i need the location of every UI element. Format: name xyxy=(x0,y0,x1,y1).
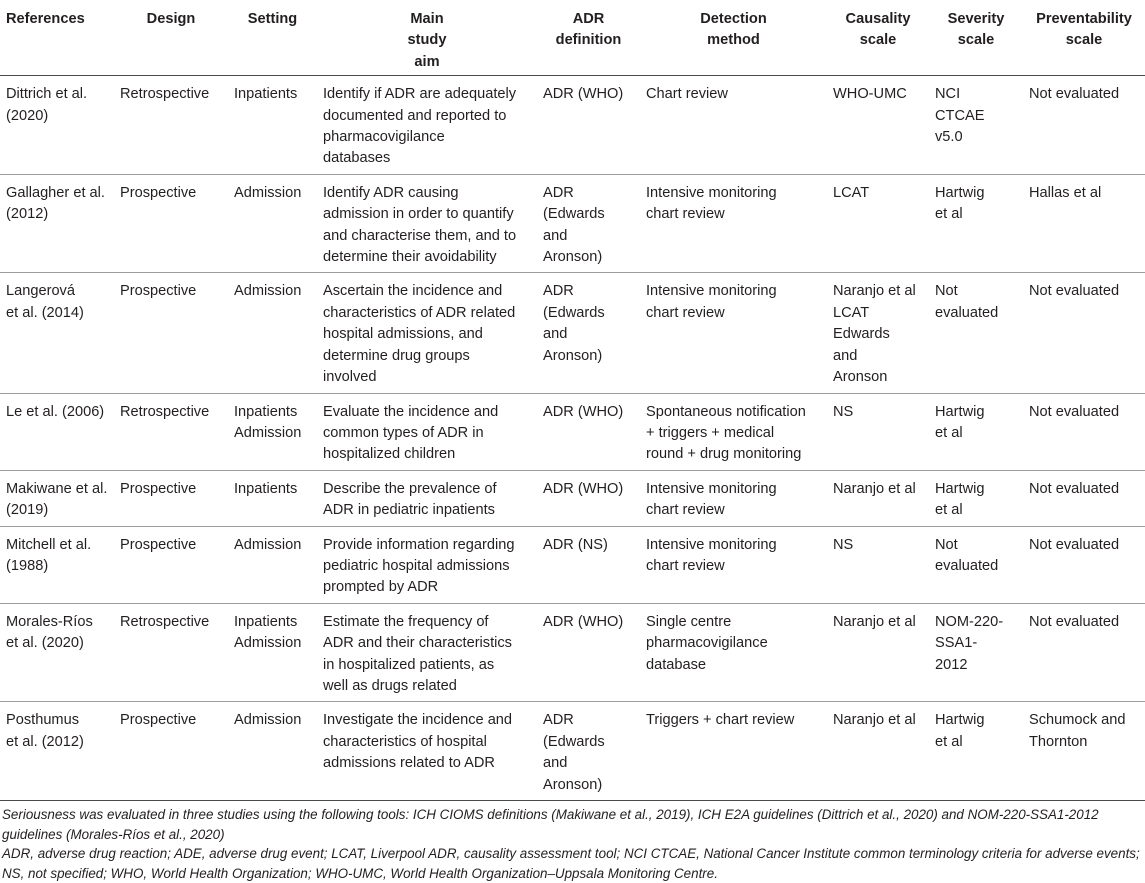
cell-reference xyxy=(0,470,114,526)
cell-setting xyxy=(228,76,317,175)
header-line: Setting xyxy=(247,11,298,27)
cell-line: Investigate the incidence and xyxy=(323,712,513,729)
cell-design xyxy=(114,273,228,393)
cell-line: Inpatients xyxy=(234,480,298,497)
cell-line: Identify if ADR are adequately xyxy=(323,86,517,103)
cell-line: Morales-Ríos xyxy=(6,613,93,630)
cell-line: Prospective xyxy=(120,184,197,201)
cell-line: Identify ADR causing xyxy=(323,184,459,201)
cell-line: hospitalized children xyxy=(323,446,456,463)
cell-adr-definition xyxy=(537,603,640,702)
cell-detection-method xyxy=(640,393,827,470)
cell-line: admissions related to ADR xyxy=(323,755,495,772)
cell-line: ADR in pediatric inpatients xyxy=(323,502,495,519)
cell-line: et al. (2014) xyxy=(6,304,84,321)
cell-line: Admission xyxy=(234,424,302,441)
cell-line: Langerová xyxy=(6,283,75,300)
cell-line: (Edwards xyxy=(543,304,605,321)
cell-main-study-aim xyxy=(317,702,537,801)
cell-line: et al xyxy=(935,733,963,750)
cell-line: pharmacovigilance xyxy=(323,129,445,146)
cell-line: + triggers + medical xyxy=(646,424,775,441)
cell-line: databases xyxy=(323,150,391,167)
cell-line: Prospective xyxy=(120,712,197,729)
cell-design xyxy=(114,76,228,175)
cell-line: well as drugs related xyxy=(323,677,457,694)
header-setting xyxy=(228,0,317,76)
cell-setting xyxy=(228,603,317,702)
cell-preventability-scale xyxy=(1023,702,1145,801)
cell-line: Not xyxy=(935,283,958,300)
cell-line: Single centre xyxy=(646,613,732,630)
table-row xyxy=(0,174,1145,273)
cell-main-study-aim xyxy=(317,273,537,393)
header-design xyxy=(114,0,228,76)
cell-causality-scale xyxy=(827,273,929,393)
cell-line: SSA1- xyxy=(935,635,978,652)
cell-line: Mitchell et al. xyxy=(6,536,92,553)
cell-line: Aronson) xyxy=(543,776,603,793)
header-line: aim xyxy=(414,53,440,70)
cell-setting xyxy=(228,174,317,273)
cell-line: Admission xyxy=(234,184,302,201)
cell-severity-scale xyxy=(929,526,1023,603)
cell-line: and xyxy=(833,347,858,364)
cell-main-study-aim xyxy=(317,603,537,702)
table-row xyxy=(0,603,1145,702)
cell-line: pediatric hospital admissions xyxy=(323,557,510,574)
cell-line: Admission xyxy=(234,712,302,729)
header-line: Preventability xyxy=(1036,11,1132,27)
table-row xyxy=(0,273,1145,393)
cell-line: NS xyxy=(833,403,854,420)
cell-reference xyxy=(0,702,114,801)
cell-design xyxy=(114,470,228,526)
cell-reference xyxy=(0,603,114,702)
cell-line: et al xyxy=(935,206,963,223)
cell-line: Inpatients xyxy=(234,86,298,103)
cell-detection-method xyxy=(640,526,827,603)
cell-setting xyxy=(228,393,317,470)
cell-line: et al. (2012) xyxy=(6,733,84,750)
header-line: scale xyxy=(1065,32,1103,49)
cell-line: Ascertain the incidence and xyxy=(323,283,503,300)
cell-line: characteristics of ADR related xyxy=(323,304,516,321)
cell-adr-definition xyxy=(537,526,640,603)
table-row xyxy=(0,470,1145,526)
cell-line: Hartwig xyxy=(935,480,985,497)
cell-causality-scale xyxy=(827,603,929,702)
cell-line: Schumock and xyxy=(1029,712,1126,729)
cell-line: Inpatients xyxy=(234,403,298,420)
header-line: scale xyxy=(957,32,995,49)
cell-design xyxy=(114,702,228,801)
cell-line: (2020) xyxy=(6,107,49,124)
cell-line: Thornton xyxy=(1029,733,1088,750)
cell-line: Admission xyxy=(234,536,302,553)
cell-line: Not evaluated xyxy=(1029,613,1120,630)
cell-main-study-aim xyxy=(317,526,537,603)
cell-line: LCAT xyxy=(833,184,870,201)
header-line: study xyxy=(407,32,447,49)
cell-line: chart review xyxy=(646,502,725,519)
cell-detection-method xyxy=(640,603,827,702)
cell-line: determine drug groups xyxy=(323,347,470,364)
cell-line: Makiwane et al. xyxy=(6,480,108,497)
cell-main-study-aim xyxy=(317,174,537,273)
header-line: Main xyxy=(410,11,444,27)
cell-line: Intensive monitoring xyxy=(646,480,777,497)
cell-line: Intensive monitoring xyxy=(646,536,777,553)
cell-line: Provide information regarding xyxy=(323,536,515,553)
cell-line: Intensive monitoring xyxy=(646,283,777,300)
header-adr-definition xyxy=(537,0,640,76)
cell-line: Hartwig xyxy=(935,712,985,729)
cell-line: Retrospective xyxy=(120,613,210,630)
cell-line: round + drug monitoring xyxy=(646,446,802,463)
cell-line: Naranjo et al xyxy=(833,480,916,497)
cell-design xyxy=(114,393,228,470)
cell-preventability-scale xyxy=(1023,393,1145,470)
cell-line: Le et al. (2006) xyxy=(6,403,105,420)
cell-line: Intensive monitoring xyxy=(646,184,777,201)
cell-line: Not evaluated xyxy=(1029,480,1120,497)
cell-design xyxy=(114,174,228,273)
cell-line: Admission xyxy=(234,635,302,652)
cell-line: NOM-220- xyxy=(935,613,1004,630)
cell-adr-definition xyxy=(537,76,640,175)
cell-main-study-aim xyxy=(317,470,537,526)
cell-reference xyxy=(0,526,114,603)
cell-line: database xyxy=(646,656,707,673)
cell-line: ADR (WHO) xyxy=(543,403,624,420)
cell-line: Dittrich et al. xyxy=(6,86,88,103)
cell-setting xyxy=(228,526,317,603)
cell-line: 2012 xyxy=(935,656,968,673)
cell-line: determine their avoidability xyxy=(323,249,497,266)
cell-line: Naranjo et al xyxy=(833,712,916,729)
cell-severity-scale xyxy=(929,76,1023,175)
cell-adr-definition xyxy=(537,393,640,470)
cell-line: documented and reported to xyxy=(323,107,507,124)
cell-reference xyxy=(0,76,114,175)
cell-line: prompted by ADR xyxy=(323,579,439,596)
header-line: definition xyxy=(555,32,622,49)
cell-line: Chart review xyxy=(646,86,728,103)
cell-detection-method xyxy=(640,273,827,393)
header-references xyxy=(0,0,114,76)
cell-line: Hallas et al xyxy=(1029,184,1102,201)
cell-line: and xyxy=(543,227,568,244)
cell-main-study-aim xyxy=(317,393,537,470)
cell-adr-definition xyxy=(537,174,640,273)
table-footnotes xyxy=(0,801,1145,883)
table-body xyxy=(0,76,1145,801)
table-row xyxy=(0,702,1145,801)
cell-detection-method xyxy=(640,702,827,801)
cell-line: et al xyxy=(935,424,963,441)
cell-preventability-scale xyxy=(1023,526,1145,603)
cell-line: Prospective xyxy=(120,283,197,300)
cell-causality-scale xyxy=(827,526,929,603)
cell-line: Evaluate the incidence and xyxy=(323,403,499,420)
cell-line: Prospective xyxy=(120,536,197,553)
cell-line: Not evaluated xyxy=(1029,283,1120,300)
cell-severity-scale xyxy=(929,174,1023,273)
cell-line: and xyxy=(543,326,568,343)
cell-line: Prospective xyxy=(120,480,197,497)
header-line: References xyxy=(6,11,85,27)
cell-causality-scale xyxy=(827,470,929,526)
cell-line: Inpatients xyxy=(234,613,298,630)
cell-line: in hospitalized patients, as xyxy=(323,656,495,673)
cell-line: evaluated xyxy=(935,304,999,321)
cell-severity-scale xyxy=(929,393,1023,470)
cell-line: et al xyxy=(935,502,963,519)
cell-causality-scale xyxy=(827,393,929,470)
header-severity-scale xyxy=(929,0,1023,76)
cell-line: Describe the prevalence of xyxy=(323,480,497,497)
cell-line: (2012) xyxy=(6,206,49,223)
cell-line: and xyxy=(543,755,568,772)
cell-line: Hartwig xyxy=(935,403,985,420)
cell-line: common types of ADR in xyxy=(323,424,484,441)
cell-line: et al. (2020) xyxy=(6,635,84,652)
cell-line: Edwards xyxy=(833,326,890,343)
cell-line: ADR xyxy=(543,283,574,300)
cell-design xyxy=(114,603,228,702)
header-line: method xyxy=(707,32,760,49)
cell-causality-scale xyxy=(827,702,929,801)
cell-main-study-aim xyxy=(317,76,537,175)
cell-preventability-scale xyxy=(1023,603,1145,702)
cell-causality-scale xyxy=(827,76,929,175)
cell-line: Estimate the frequency of xyxy=(323,613,489,630)
cell-line: Triggers + chart review xyxy=(646,712,795,729)
cell-line: ADR xyxy=(543,184,574,201)
header-line: ADR xyxy=(572,11,605,27)
cell-line: ADR (NS) xyxy=(543,536,608,553)
cell-line: Naranjo et al xyxy=(833,613,916,630)
cell-line: chart review xyxy=(646,304,725,321)
cell-line: Retrospective xyxy=(120,86,210,103)
cell-reference xyxy=(0,393,114,470)
cell-line: evaluated xyxy=(935,557,999,574)
footnote-abbreviations: ADR, adverse drug reaction; ADE, adverse drug event; LCAT, Liverpool ADR, causality assessment tool; NCI CTCAE, National Cancer Institute common terminology criteria for adverse events; NS, not specified; WHO, World Health Organization; WHO-UMC, World Health Organization–Uppsala Monitoring Centre. xyxy=(2,846,1140,881)
header-preventability-scale xyxy=(1023,0,1145,76)
cell-line: Spontaneous notification xyxy=(646,403,806,420)
cell-line: Admission xyxy=(234,283,302,300)
cell-line: (2019) xyxy=(6,502,49,519)
cell-line: involved xyxy=(323,369,377,386)
cell-line: Not xyxy=(935,536,958,553)
cell-setting xyxy=(228,702,317,801)
cell-detection-method xyxy=(640,76,827,175)
cell-line: Naranjo et al xyxy=(833,283,916,300)
cell-line: Not evaluated xyxy=(1029,86,1120,103)
cell-adr-definition xyxy=(537,470,640,526)
header-row xyxy=(0,0,1145,76)
cell-line: ADR xyxy=(543,712,574,729)
cell-preventability-scale xyxy=(1023,174,1145,273)
cell-line: Retrospective xyxy=(120,403,210,420)
header-main-study-aim xyxy=(317,0,537,76)
cell-detection-method xyxy=(640,174,827,273)
footnote-seriousness: Seriousness was evaluated in three studies using the following tools: ICH CIOMS definitions (Makiwane et al., 2019), ICH E2A guidelines (Dittrich et al., 2020) and NOM-220-SSA1-2012 guidelines (Morales-Ríos et al., 2020) xyxy=(2,807,1099,842)
cell-line: Aronson) xyxy=(543,249,603,266)
cell-severity-scale xyxy=(929,702,1023,801)
cell-reference xyxy=(0,174,114,273)
cell-line: ADR and their characteristics xyxy=(323,635,512,652)
cell-line: admission in order to quantify xyxy=(323,206,514,223)
cell-line: CTCAE xyxy=(935,107,985,124)
cell-preventability-scale xyxy=(1023,76,1145,175)
cell-line: ADR (WHO) xyxy=(543,86,624,103)
table-row xyxy=(0,76,1145,175)
cell-setting xyxy=(228,470,317,526)
cell-line: chart review xyxy=(646,557,725,574)
cell-line: chart review xyxy=(646,206,725,223)
cell-line: ADR (WHO) xyxy=(543,480,624,497)
header-line: Design xyxy=(146,11,196,27)
cell-severity-scale xyxy=(929,470,1023,526)
cell-preventability-scale xyxy=(1023,273,1145,393)
header-causality-scale xyxy=(827,0,929,76)
cell-severity-scale xyxy=(929,273,1023,393)
cell-reference xyxy=(0,273,114,393)
cell-line: Not evaluated xyxy=(1029,536,1120,553)
cell-line: characteristics of hospital xyxy=(323,733,487,750)
header-detection-method xyxy=(640,0,827,76)
table-row xyxy=(0,393,1145,470)
cell-line: pharmacovigilance xyxy=(646,635,768,652)
cell-line: Hartwig xyxy=(935,184,985,201)
cell-line: WHO-UMC xyxy=(833,86,907,103)
header-line: Severity xyxy=(947,11,1005,27)
cell-adr-definition xyxy=(537,702,640,801)
cell-line: Posthumus xyxy=(6,712,80,729)
cell-design xyxy=(114,526,228,603)
cell-line: Aronson xyxy=(833,369,888,386)
cell-line: Not evaluated xyxy=(1029,403,1120,420)
header-line: Detection xyxy=(700,11,767,27)
cell-line: (Edwards xyxy=(543,206,605,223)
cell-line: NS xyxy=(833,536,854,553)
table-row xyxy=(0,526,1145,603)
cell-adr-definition xyxy=(537,273,640,393)
cell-line: NCI xyxy=(935,86,961,103)
cell-causality-scale xyxy=(827,174,929,273)
header-line: scale xyxy=(859,32,897,49)
cell-line: (1988) xyxy=(6,557,49,574)
cell-line: v5.0 xyxy=(935,129,963,146)
cell-detection-method xyxy=(640,470,827,526)
cell-setting xyxy=(228,273,317,393)
cell-severity-scale xyxy=(929,603,1023,702)
cell-line: Aronson) xyxy=(543,347,603,364)
cell-line: ADR (WHO) xyxy=(543,613,624,630)
cell-line: (Edwards xyxy=(543,733,605,750)
cell-line: Gallagher et al. xyxy=(6,184,105,201)
header-line: Causality xyxy=(845,11,911,27)
cell-preventability-scale xyxy=(1023,470,1145,526)
cell-line: hospital admissions, and xyxy=(323,326,483,343)
cell-line: LCAT xyxy=(833,304,870,321)
cell-line: and characterise them, and to xyxy=(323,227,517,244)
